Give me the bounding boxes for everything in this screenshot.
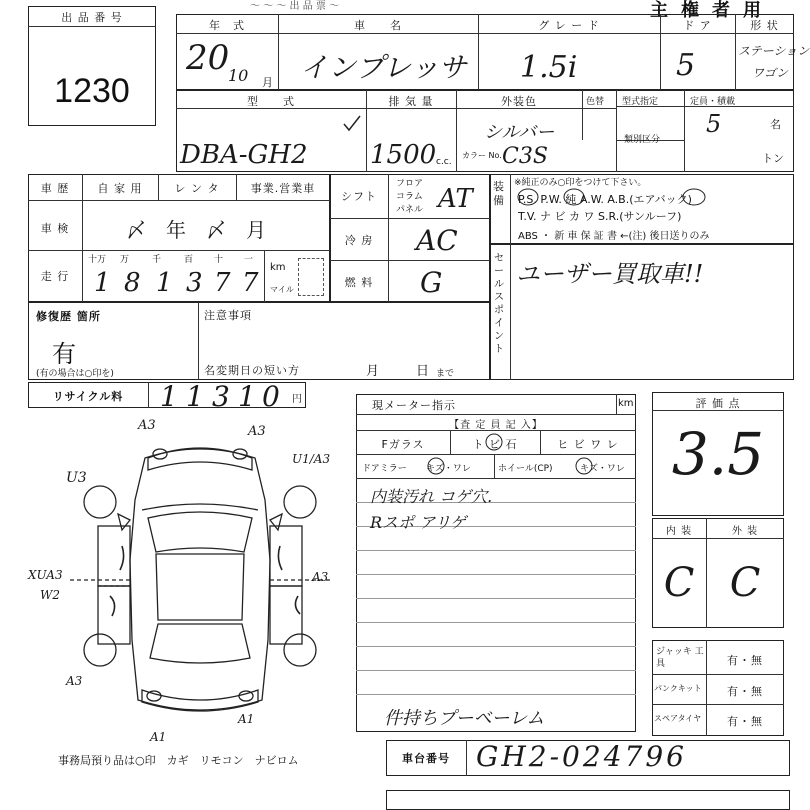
history-business: 事業.営業車 xyxy=(250,182,316,195)
mileage-digit: 1 xyxy=(156,268,173,298)
month-value: 10 xyxy=(228,66,249,85)
damage-mark: A3 xyxy=(138,418,156,433)
shift-column: コラム xyxy=(396,192,423,202)
jack-label: ジャッキ 工 具 xyxy=(656,647,713,669)
name-change-label: 名変期日の短い方 xyxy=(204,364,300,377)
model-designation-label: 型式指定 xyxy=(622,97,659,107)
notes-label: 注意事項 xyxy=(204,309,252,322)
notes-day: 日 xyxy=(416,364,431,379)
history-label: 車 歴 xyxy=(40,182,70,195)
diagram-footer: 事務局預り品は○印 カギ リモコン ナビロム xyxy=(58,754,299,767)
owner-use: 主 権 者 用 xyxy=(650,0,766,20)
capacity-unit: 名 xyxy=(770,118,781,131)
color-value: シルバー xyxy=(484,122,555,143)
capacity-label: 定員・積載 xyxy=(690,97,736,107)
mileage-digit: 8 xyxy=(124,268,141,298)
top-cut-text: ～ ～ ～ 出 品 票 ～ xyxy=(250,1,340,12)
mirror-options: キズ・ワレ xyxy=(426,464,471,474)
wheel-label: ホイール(CP) xyxy=(498,464,553,474)
interior-label: 内 装 xyxy=(665,526,693,537)
recolor-label: 色替 xyxy=(586,97,605,107)
displacement-value: 1500 xyxy=(370,140,437,170)
ac-label: 冷 房 xyxy=(344,234,374,247)
puncture-label: パンクキット xyxy=(654,684,702,693)
notes-month: 月 xyxy=(366,364,381,379)
damage-mark: XUA3 xyxy=(28,568,63,582)
meter-label: 現メーター指示 xyxy=(372,399,456,412)
evaluation-score: 3.5 xyxy=(671,420,765,488)
equipment-note: ※純正のみ○印をつけて下さい。 xyxy=(514,178,647,188)
model-label: 型 式 xyxy=(247,95,295,108)
km-label: km xyxy=(270,262,286,273)
check-mark-icon xyxy=(342,114,362,134)
history-private: 自 家 用 xyxy=(97,182,143,195)
mileage-digit: 7 xyxy=(242,268,259,298)
sales-point-value: ユーザー買取車!! xyxy=(516,260,704,288)
evaluation-label: 評 価 点 xyxy=(695,397,741,410)
jack-option: 有・無 xyxy=(727,654,763,667)
damage-mark: A1 xyxy=(150,730,167,744)
name-label: 車 名 xyxy=(354,19,402,32)
repair-sub: (有の場合は○印を) xyxy=(36,369,114,379)
model-value: DBA-GH2 xyxy=(180,140,308,170)
equipment-circles xyxy=(510,184,810,224)
ton-unit: トン xyxy=(762,152,784,165)
recycle-digit: 3 xyxy=(212,380,230,413)
ac-value: AC xyxy=(416,224,458,257)
recycle-digit: 1 xyxy=(160,380,178,413)
door-label: ド ア xyxy=(683,19,712,32)
shift-panel: パネル xyxy=(396,205,424,215)
lot-number: 1230 xyxy=(54,72,130,110)
mileage-digit: 3 xyxy=(186,268,203,298)
category-label: 類別区分 xyxy=(624,135,661,145)
grade-value: 1.5i xyxy=(520,50,578,85)
glass-options: ト ビ 石 xyxy=(472,438,518,451)
color-no-value: C3S xyxy=(502,144,548,169)
damage-mark: A3 xyxy=(312,570,329,584)
capacity-value: 5 xyxy=(706,110,722,138)
inspection-label: 車 検 xyxy=(40,222,70,235)
exterior-grade: C xyxy=(729,560,761,606)
damage-mark: U1/A3 xyxy=(292,452,331,466)
year-label: 年 式 xyxy=(209,19,245,32)
bottom-cut-block xyxy=(386,790,790,810)
shift-value: AT xyxy=(438,184,473,214)
repair-label: 修復歴 箇所 xyxy=(36,310,101,323)
wheel-options: キズ・ワレ xyxy=(580,464,625,474)
chassis-value: GH2-024796 xyxy=(476,740,687,773)
mileage-label: 走 行 xyxy=(40,270,70,283)
recycle-unit: 円 xyxy=(292,394,302,405)
recycle-label: リサイクル料 xyxy=(52,390,124,403)
shift-floor: フロア xyxy=(396,179,424,189)
shift-label: シフト xyxy=(341,190,377,203)
year-value: 20 xyxy=(186,38,230,78)
inspector-bottom-note: 件持ちプーベーレム xyxy=(384,708,545,729)
inspector-line-2: Rスポ アリゲ xyxy=(370,513,467,532)
damage-mark: A3 xyxy=(248,424,266,439)
cc-unit: c.c. xyxy=(436,157,452,167)
mile-label: マイル xyxy=(270,285,294,294)
equipment-line-3: ABS ・ 新 車 保 証 書 ←(注) 後日送りのみ xyxy=(518,231,710,242)
history-rental: レ ン タ xyxy=(174,182,220,195)
puncture-option: 有・無 xyxy=(727,685,763,698)
displacement-label: 排 気 量 xyxy=(388,95,434,108)
damage-mark: W2 xyxy=(40,588,60,602)
equipment-label: 装備 xyxy=(493,180,504,207)
month-unit: 月 xyxy=(262,76,273,89)
recycle-digit: 1 xyxy=(186,380,204,413)
mileage-digit: 1 xyxy=(94,268,111,298)
color-no-label: カラー No. xyxy=(462,151,502,160)
mile-checkbox xyxy=(298,258,324,296)
notes-made: まで xyxy=(436,369,455,379)
shape-value-1: ステーション xyxy=(738,44,810,58)
lot-label: 出 品 番 号 xyxy=(61,11,123,24)
inspector-line-1: 内装汚れ コゲ穴. xyxy=(370,487,493,506)
damage-mark: A1 xyxy=(238,712,255,726)
mirror-label: ドアミラー xyxy=(362,464,407,474)
exterior-label: 外 装 xyxy=(731,526,759,537)
spare-label: スペアタイヤ xyxy=(654,714,702,723)
door-value: 5 xyxy=(676,48,696,83)
equipment-line-1: P.S. P.W. 純 A.W. A.B.(エアバック) xyxy=(518,193,692,206)
meter-km: km xyxy=(618,398,634,409)
chassis-label: 車台番号 xyxy=(402,752,450,765)
recycle-digit: 1 xyxy=(238,380,256,413)
glass-label: Fガラス xyxy=(381,438,425,451)
fuel-label: 燃 料 xyxy=(344,276,374,289)
inspector-circles xyxy=(356,430,636,480)
shape-label: 形 状 xyxy=(750,19,779,32)
inspection-value: 〆 年 〆 月 xyxy=(126,218,266,242)
sales-point-label: セールスポイント xyxy=(494,253,504,355)
spare-option: 有・無 xyxy=(727,715,763,728)
damage-mark: A3 xyxy=(66,674,83,688)
crack-label: ヒ ビ ワ レ xyxy=(557,438,619,451)
grade-label: グ レ ー ド xyxy=(538,19,600,32)
inspector-title: 【査 定 員 記 入】 xyxy=(449,420,543,431)
equipment-line-2: T.V. ナ ビ カ ワ S.R.(サンルーフ) xyxy=(518,210,682,223)
color-label: 外装色 xyxy=(501,95,537,108)
repair-value: 有 xyxy=(52,341,76,368)
interior-grade: C xyxy=(663,560,695,606)
damage-mark: U3 xyxy=(66,470,87,486)
fuel-value: G xyxy=(420,266,443,299)
mileage-digit: 7 xyxy=(214,268,231,298)
name-value: インプレッサ xyxy=(300,51,467,84)
shape-value-2: ワゴン xyxy=(752,66,789,80)
recycle-digit: 0 xyxy=(262,380,280,413)
